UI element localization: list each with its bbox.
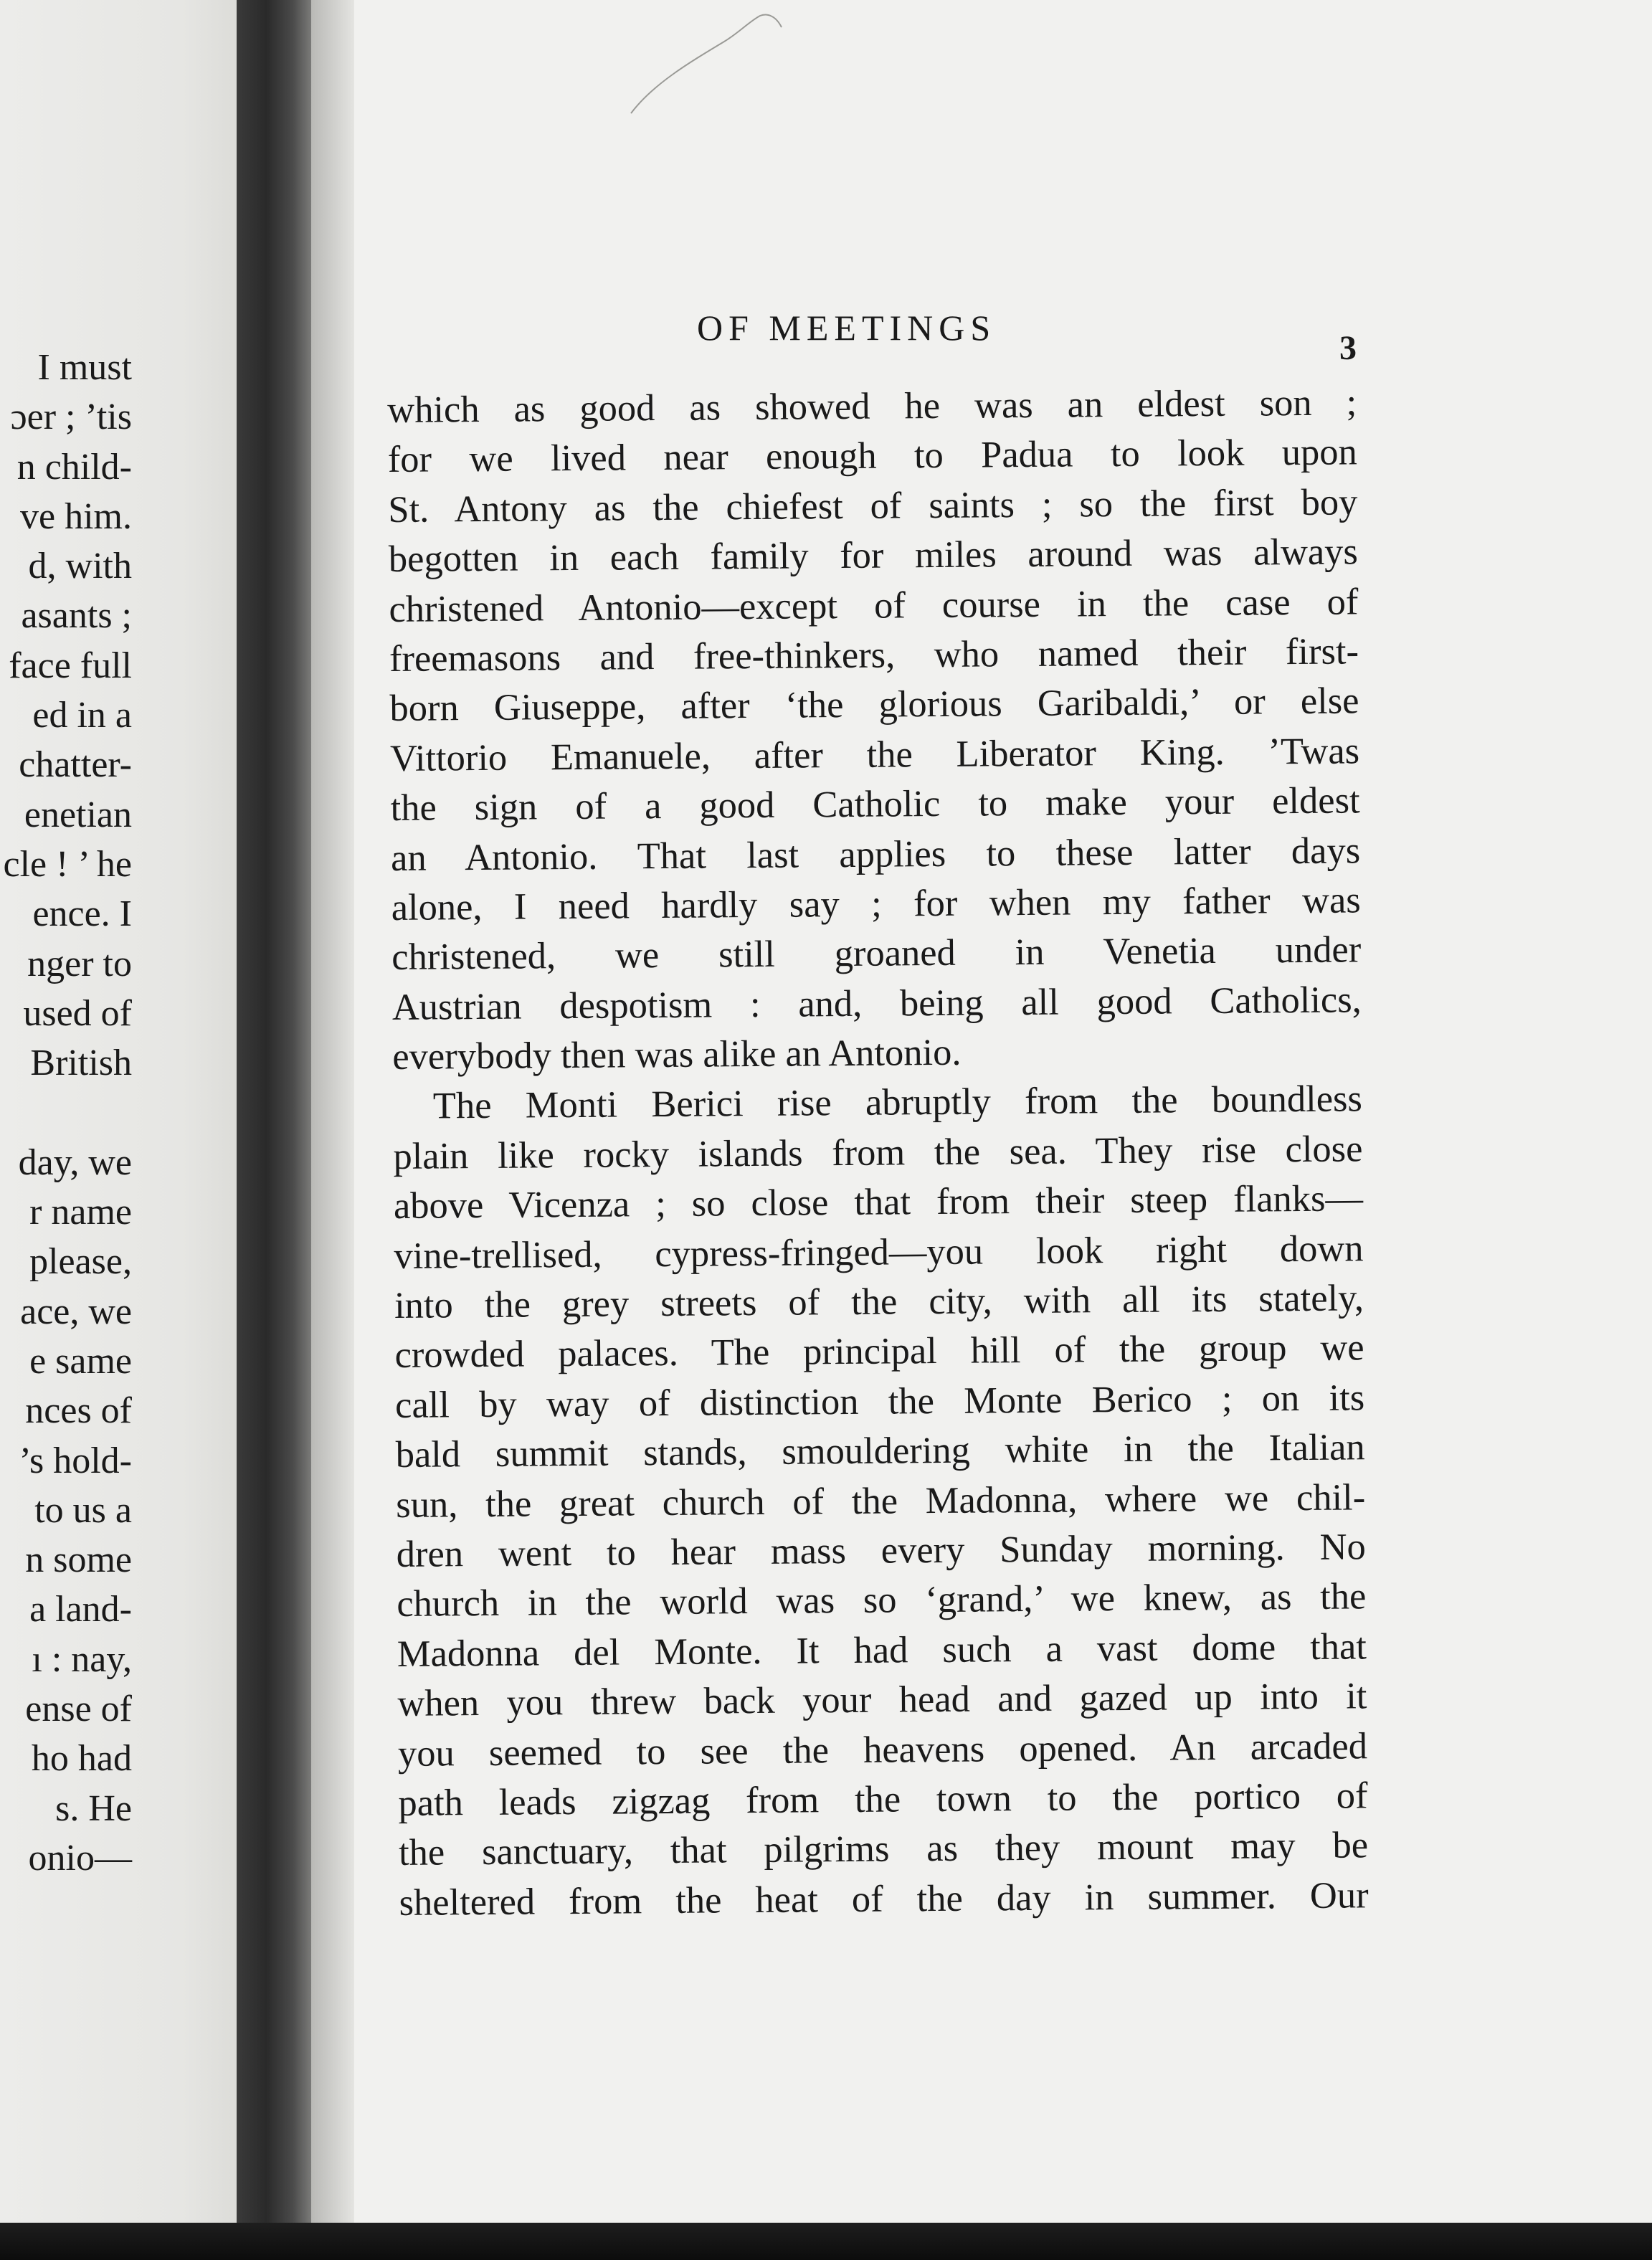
text-line: which as good as showed he was an eldest son ; [387,381,1357,431]
left-line: nces of [25,1390,132,1432]
text-line: for we lived near enough to Padua to look upon [387,431,1357,481]
book-gutter [237,0,311,2223]
left-line: ence. I [32,893,132,935]
left-line: d, with [28,546,132,587]
text-line: alone, I need hardly say ; for when my father was [391,879,1361,929]
text-line: vine-trellised, cypress-fringed—you look right down [394,1227,1364,1277]
left-page-text [4,343,132,1883]
left-line: ı : nay, [32,1638,132,1680]
left-line: ɔer ; ’tis [10,397,132,438]
text-line: born Giuseppe, after ‘the glorious Garibaldi,’ or else [389,680,1359,730]
left-line: nger to [27,943,132,984]
running-head: OF MEETINGS [697,308,997,348]
text-line: the sanctuary, that pilgrims as they mount may be [398,1824,1369,1874]
left-line: onio— [28,1837,132,1879]
left-line: e same [29,1340,132,1382]
left-line: s. He [55,1787,132,1829]
left-line: n some [25,1539,132,1581]
left-line: please, [29,1241,132,1283]
text-line: christened, we still groaned in Venetia under [391,929,1362,979]
body-text [387,378,1369,1928]
left-line: ense of [25,1689,132,1730]
text-line: crowded palaces. The principal hill of the group we [394,1326,1364,1377]
text-line: bald summit stands, smouldering white in the Italian [395,1426,1365,1476]
text-line: christened Antonio—except of course in the case of [389,580,1359,630]
left-line: ve him. [20,495,132,537]
text-line: the sign of a good Catholic to make your eldest [390,779,1360,830]
left-line: chatter- [19,744,132,786]
left-line: cle ! ’ he [3,843,132,885]
left-line-gap [4,1088,132,1137]
left-line: I must [37,347,132,388]
left-line: asants ; [21,595,132,637]
left-page-fragment [0,0,260,2260]
left-line: day, we [18,1141,132,1183]
text-line: dren went to hear mass every Sunday morning. No [396,1526,1366,1575]
text-line: sun, the great church of the Madonna, where we chil- [396,1476,1366,1526]
page-number: 3 [1339,329,1357,367]
text-line: The Monti Berici rise abruptly from the boundless [432,1078,1363,1127]
left-line: enetian [24,794,132,835]
left-line: ace, we [20,1291,132,1332]
text-line: path leads zigzag from the town to the portico of [398,1775,1368,1824]
text-line: St. Antony as the chiefest of saints ; so the first boy [388,481,1358,531]
text-line: church in the world was so ‘grand,’ we knew, as the [397,1575,1367,1625]
text-line: Madonna del Monte. It had such a vast dome that [397,1625,1367,1675]
left-line: ’s hold- [19,1440,132,1481]
text-line: begotten in each family for miles around was always [388,531,1359,581]
text-line: when you threw back your head and gazed up into it [397,1675,1367,1725]
text-line: into the grey streets of the city, with all its stately, [394,1277,1364,1326]
left-line: used of [23,992,132,1034]
text-line: freemasons and free-thinkers, who named their first- [389,630,1359,680]
text-line: Austrian despotism : and, being all good Catholics, [391,979,1362,1028]
left-line: n child- [16,446,132,488]
text-line: everybody then was alike an Antonio. [392,1031,962,1078]
text-line: sheltered from the heat of the day in summer. Our [399,1874,1369,1924]
left-line: a land- [29,1589,132,1630]
scan-bottom-edge [0,2223,1652,2260]
text-line: call by way of distinction the Monte Berico ; on its [394,1377,1365,1426]
gutter-shadow [311,0,354,2223]
pen-mark [624,6,796,120]
left-line: British [30,1043,132,1084]
text-line: plain like rocky islands from the sea. They rise close [393,1128,1363,1177]
text-line: above Vicenza ; so close that from their steep flanks— [393,1177,1364,1228]
left-line: ed in a [32,695,132,736]
left-line: to us a [34,1489,132,1531]
text-line: an Antonio. That last applies to these latter days [390,829,1361,879]
text-line: Vittorio Emanuele, after the Liberator King. ’Twas [389,730,1360,779]
left-line: ho had [31,1738,132,1780]
left-line: face full [9,645,132,686]
left-line: r name [29,1192,132,1233]
text-line: you seemed to see the heavens opened. An arcaded [397,1724,1368,1775]
